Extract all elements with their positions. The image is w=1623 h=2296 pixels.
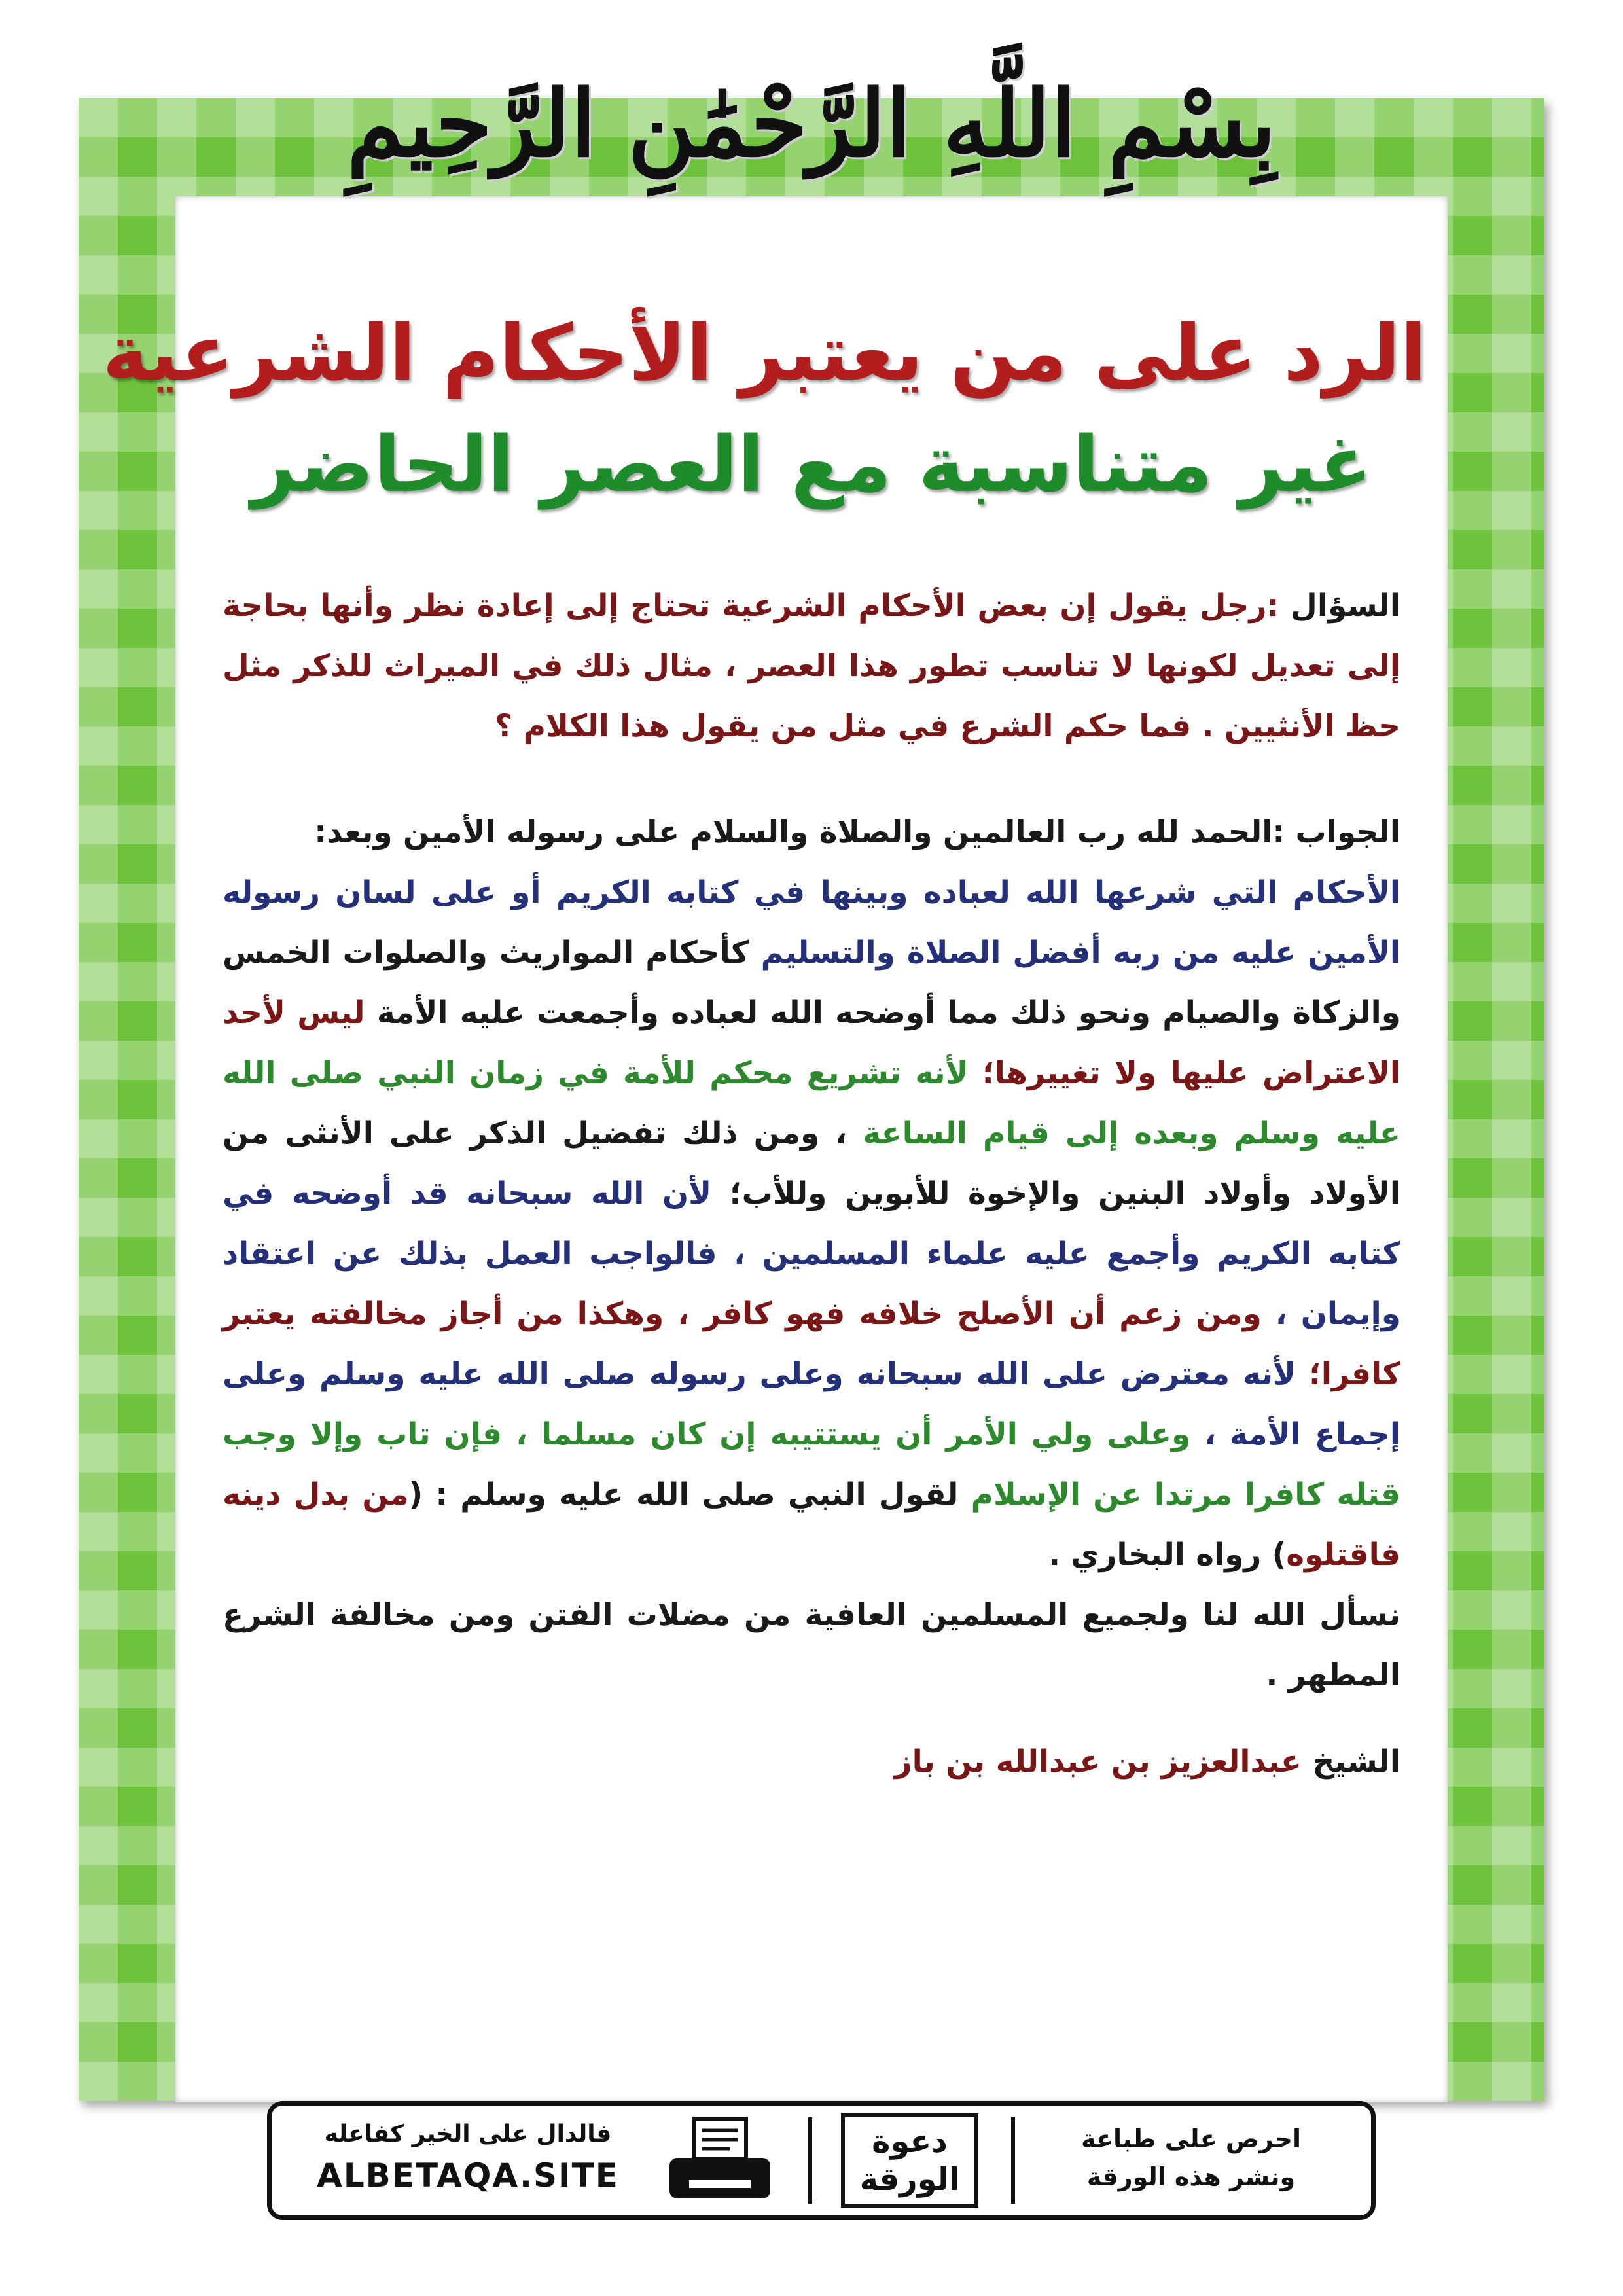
footer-divider-right bbox=[1011, 2117, 1015, 2204]
footer-saying: فالدال على الخير كفاعله bbox=[324, 2121, 612, 2147]
footer-box bbox=[267, 2101, 1376, 2220]
answer-segment-3: ليس لأحد الاعتراض عليها ولا تغييرها؛ bbox=[223, 995, 1400, 1091]
answer-intro: الجواب :الحمد لله رب العالمين والصلاة والسلام على رسوله الأمين وبعد: bbox=[314, 814, 1400, 850]
author-prefix: الشيخ bbox=[1301, 1744, 1400, 1780]
author-name: عبدالعزيز بن عبدالله بن باز bbox=[894, 1744, 1302, 1780]
footer-website-block bbox=[298, 2116, 638, 2198]
footer-divider-left bbox=[808, 2117, 812, 2204]
article-body bbox=[223, 576, 1400, 1792]
logo-word-2: الورقة bbox=[859, 2161, 960, 2198]
question-text: :رجل يقول إن بعض الأحكام الشرعية تحتاج إلى إعادة نظر وأنها بحاجة إلى تعديل لكونها لا تناسب تطور هذا العصر ، مثال ذلك في الميراث للذكر مثل حظ الأنثيين . فما حكم الشرع في مثل من يقول هذا الكلام ؟ bbox=[223, 588, 1400, 744]
basmala-calligraphy: بِسْمِ اللَّهِ الرَّحْمَٰنِ الرَّحِيمِ bbox=[347, 71, 1276, 178]
question-label: السؤال bbox=[1291, 588, 1400, 624]
answer-segment-2: كأحكام المواريث والصلوات الخمس والزكاة والصيام ونحو ذلك مما أوضحه الله لعباده وأجمعت عليه الأمة bbox=[223, 935, 1401, 1031]
title-line-2: غير متناسبة مع العصر الحاضر bbox=[251, 419, 1372, 509]
answer-segment-8: لأنه معترض على الله سبحانه وعلى رسوله صلى الله عليه وسلم وعلى إجماع الأمة ، bbox=[223, 1356, 1400, 1452]
dawat-alwaraqa-logo bbox=[841, 2113, 978, 2208]
title-line-1: الرد على من يعتبر الأحكام الشرعية bbox=[102, 308, 1427, 398]
answer-segment-7: ومن زعم أن الأصلح خلافه فهو كافر ، وهكذا من أجاز مخالفته يعتبر كافرا؛ bbox=[223, 1296, 1400, 1392]
footer-print-note bbox=[1037, 2120, 1345, 2196]
footer-print-line-1: احرص على طباعة bbox=[1080, 2125, 1302, 2153]
answer-paragraph bbox=[223, 802, 1400, 1585]
answer-segment-12: ) رواه البخاري . bbox=[1048, 1537, 1287, 1573]
logo-word-1: دعوة bbox=[872, 2123, 948, 2160]
hadith-quote: من بدل دينه فاقتلوه bbox=[223, 1477, 1400, 1573]
answer-segment-9: وعلى ولي الأمر أن يستتيبه إن كان مسلما ، فإن تاب وإلا وجب قتله كافرا مرتدا عن الإسلام bbox=[223, 1416, 1401, 1513]
answer-segment-6: لأن الله سبحانه قد أوضحه في كتابه الكريم وأجمع عليه علماء المسلمين ، فالواجب العمل بذلك عن اعتقاد وإيمان ، bbox=[223, 1175, 1400, 1332]
printer-icon bbox=[664, 2115, 776, 2206]
footer-print-line-2: ونشر هذه الورقة bbox=[1086, 2162, 1296, 2191]
answer-segment-5: ، ومن ذلك تفضيل الذكر على الأنثى من الأولاد وأولاد البنين والإخوة للأبوين وللأب؛ bbox=[223, 1115, 1400, 1211]
closing-prayer: نسأل الله لنا ولجميع المسلمين العافية من مضلات الفتن ومن مخالفة الشرع المطهر . bbox=[223, 1597, 1400, 1693]
author-line bbox=[223, 1732, 1400, 1792]
answer-segment-10: لقول النبي صلى الله عليه وسلم : ( bbox=[408, 1477, 971, 1513]
answer-segment-1: الأحكام التي شرعها الله لعباده وبينها في كتابه الكريم أو على لسان رسوله الأمين عليه من ربه أفضل الصلاة والتسليم bbox=[223, 874, 1400, 971]
footer-website-link[interactable]: ALBETAQA.SITE bbox=[317, 2157, 619, 2195]
answer-segment-4: لأنه تشريع محكم للأمة في زمان النبي صلى الله عليه وسلم وبعده إلى قيام الساعة bbox=[223, 1055, 1400, 1151]
question-paragraph bbox=[223, 576, 1400, 757]
